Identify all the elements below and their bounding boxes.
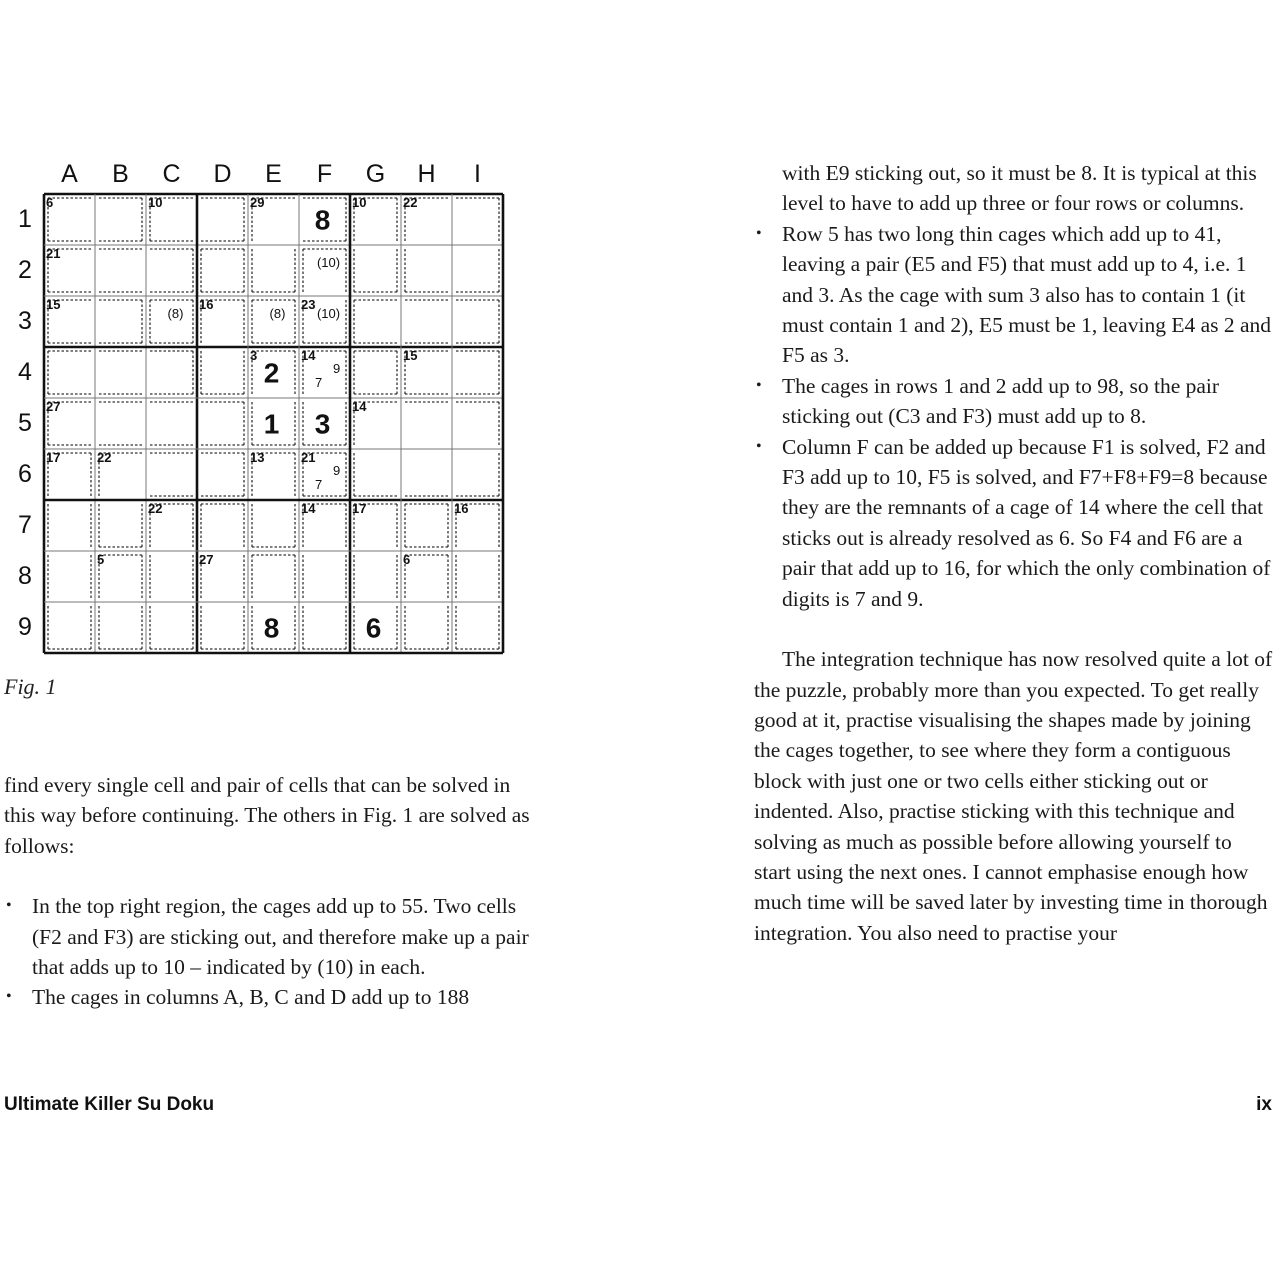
column-label: B [112, 160, 129, 188]
bullet-item: • Column F can be added up because F1 is solved, F2 and F3 add up to 10, F5 is solved, and F7+F8+F9=8 because they are the remnants of a cage of 14 where the cell that sticks out is already resolved as 6. So F4 and F6 are a pair that add up to 16, for which the only combination of digits is 7 and 9. [754, 432, 1274, 614]
bullet-item: • Row 5 has two long thin cages which add up to 41, leaving a pair (E5 and F5) that must add up to 4, i.e. 1 and 3. As the cage with sum 3 also has to contain 1 (it must contain 1 and 2), E5 must be 1, leaving E4 as 2 and F5 as 3. [754, 219, 1274, 371]
cage-sum: 21 [301, 450, 316, 465]
candidate-digit: 9 [333, 463, 341, 478]
paragraph-spacer [754, 614, 1274, 644]
cage-sum: 15 [403, 348, 418, 363]
row-label: 2 [18, 256, 32, 284]
cage-sum: 17 [46, 450, 61, 465]
cage-sum: 23 [301, 297, 316, 312]
cage-sum: 5 [97, 552, 105, 567]
cage-sum: 16 [199, 297, 214, 312]
bullet-list [4, 891, 544, 1013]
cage-sum: 17 [352, 501, 367, 516]
bullet-item: • The cages in columns A, B, C and D add up to 188 [4, 982, 544, 1012]
cage-sum: 16 [454, 501, 469, 516]
row-label: 4 [18, 358, 32, 386]
cage-sum: 22 [403, 195, 418, 210]
cage-sum: 14 [301, 501, 316, 516]
cage-sum: 13 [250, 450, 265, 465]
grid-text [46, 195, 468, 644]
cage-sum: 14 [352, 399, 367, 414]
solved-digit: 8 [314, 204, 331, 236]
column-label: H [417, 160, 436, 188]
candidate-digit: 9 [333, 361, 341, 376]
row-label: 5 [18, 409, 32, 437]
column-label: C [162, 160, 181, 188]
cage-sum: 15 [46, 297, 61, 312]
candidate-digit: 7 [315, 375, 323, 390]
solved-digit: 3 [314, 408, 331, 440]
solved-digit: 8 [263, 612, 280, 644]
left-text-column [4, 770, 544, 1013]
solved-digit: 6 [365, 612, 382, 644]
column-label: D [213, 160, 232, 188]
column-label: E [265, 160, 282, 188]
body-paragraph: find every single cell and pair of cells that can be solved in this way before continuing. The others in Fig. 1 are solved as follows: [4, 773, 530, 858]
right-text-column [754, 158, 1274, 948]
solved-digit: 2 [263, 357, 280, 389]
bullet-continuation: with E9 sticking out, so it must be 8. It is typical at this level to have to add up three or four rows or columns. [782, 161, 1257, 216]
pair-annotation: (10) [316, 255, 341, 270]
solved-digit: 1 [263, 408, 280, 440]
cage-sum: 10 [352, 195, 367, 210]
row-label: 9 [18, 613, 32, 641]
bullet-list [754, 219, 1274, 614]
pair-annotation: (10) [316, 306, 341, 321]
pair-annotation: (8) [269, 306, 286, 321]
cage-sum: 27 [199, 552, 214, 567]
cage-sum: 22 [148, 501, 163, 516]
page-number: ix [1256, 1094, 1272, 1115]
row-label: 8 [18, 562, 32, 590]
cage-sum: 29 [250, 195, 265, 210]
candidate-digit: 7 [315, 477, 323, 492]
row-label: 1 [18, 205, 32, 233]
column-label: I [474, 160, 481, 188]
column-label: A [61, 160, 78, 188]
book-title: Ultimate Killer Su Doku [4, 1094, 215, 1115]
body-paragraph: The integration technique has now resolved quite a lot of the puzzle, probably more than you expected. To get really good at it, practise visualising the shapes made by joining the cages together, to see where they form a contiguous block with just one or two cells either sticking out or indented. Also, practise sticking with this technique and solving as much as possible before allowing yourself to start using the next ones. I cannot emphasise enough how much time will be saved later by investing time in thorough integration. You also need to practise your [754, 647, 1273, 945]
paragraph-spacer [4, 861, 544, 891]
cage-sum: 10 [148, 195, 163, 210]
cage-sum: 14 [301, 348, 316, 363]
cage-sum: 3 [250, 348, 258, 363]
bullet-item: • The cages in rows 1 and 2 add up to 98, so the pair sticking out (C3 and F3) must add up to 8. [754, 371, 1274, 432]
column-label: G [365, 160, 386, 188]
row-label: 6 [18, 460, 32, 488]
figure-caption: Fig. 1 [4, 674, 57, 699]
row-label: 3 [18, 307, 32, 335]
cage-sum: 6 [403, 552, 411, 567]
pair-annotation: (8) [167, 306, 184, 321]
row-label: 7 [18, 511, 32, 539]
column-label: F [316, 160, 333, 188]
cage-sum: 27 [46, 399, 61, 414]
cage-sum: 6 [46, 195, 54, 210]
cage-sum: 22 [97, 450, 112, 465]
bullet-item: • In the top right region, the cages add up to 55. Two cells (F2 and F3) are sticking out, and therefore make up a pair that adds up to 10 – indicated by (10) in each. [4, 891, 544, 982]
cage-sum: 21 [46, 246, 61, 261]
